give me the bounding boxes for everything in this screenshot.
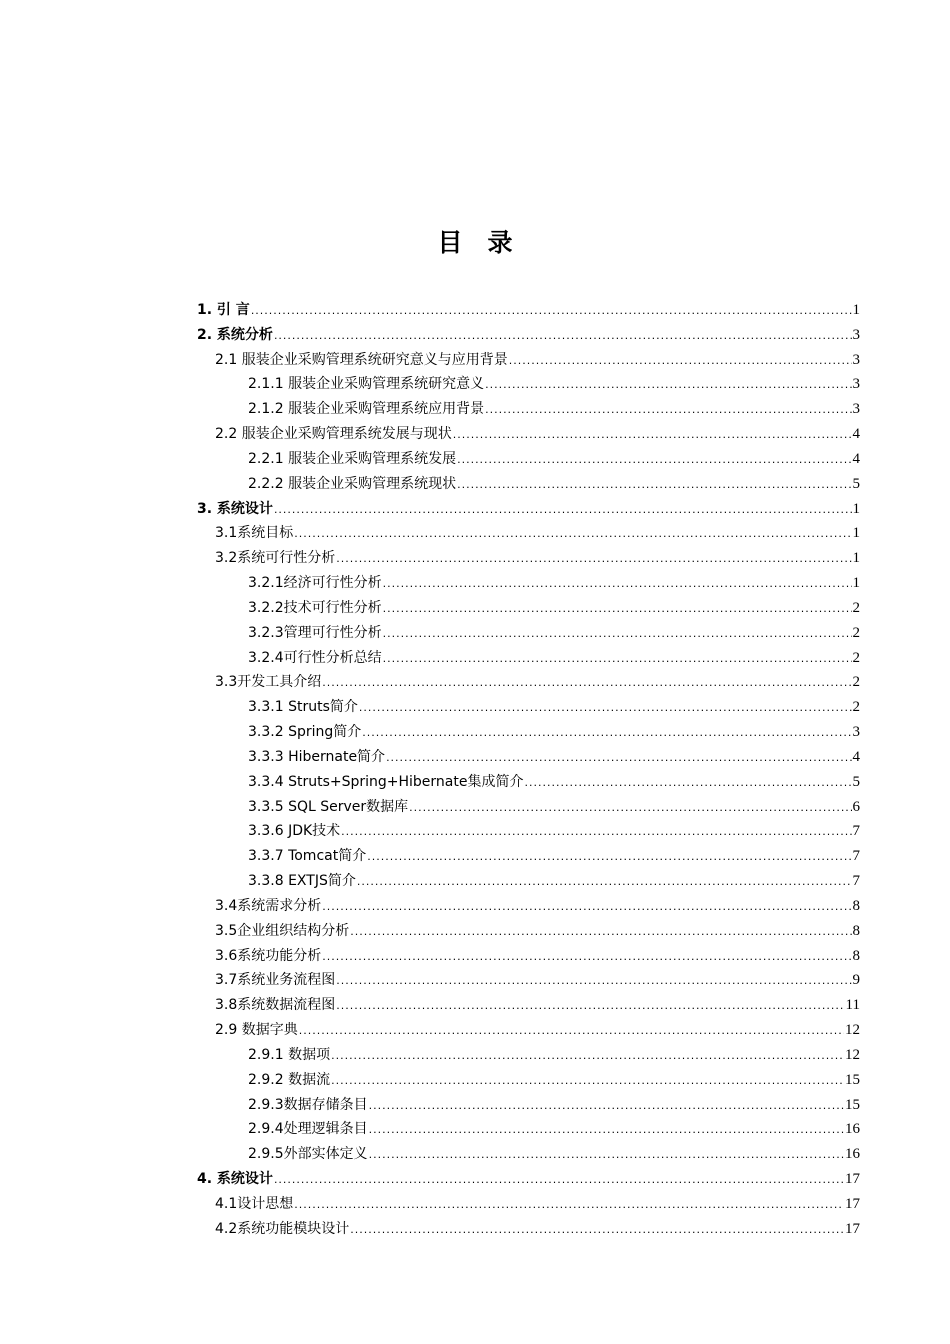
toc-entry-label: 3.8系统数据流程图 [215, 997, 336, 1014]
toc-entry-label: 4. 系统设计 [197, 1170, 273, 1187]
toc-entry-label: 2.2.2 服装企业采购管理系统现状 [248, 475, 457, 492]
toc-entry[interactable] [197, 919, 860, 944]
toc-entry-label: 2.1.1 服装企业采购管理系统研究意义 [248, 376, 485, 393]
toc-entry[interactable] [197, 596, 860, 621]
toc-entry[interactable] [197, 646, 860, 671]
toc-entry-page: 15 [845, 1096, 860, 1113]
toc-entry-label: 3.3.6 JDK技术 [248, 823, 341, 840]
toc-entry-label: 3.3.4 Struts+Spring+Hibernate集成简介 [248, 773, 524, 790]
toc-entry[interactable] [197, 770, 860, 795]
toc-entry-label: 2.1.2 服装企业采购管理系统应用背景 [248, 401, 485, 418]
toc-entry-page: 9 [852, 972, 860, 989]
toc-entry-label: 3.1系统目标 [215, 525, 294, 542]
toc-entry-page: 4 [852, 748, 860, 765]
toc-entry[interactable] [197, 795, 860, 820]
toc-dot-leader [274, 324, 852, 349]
toc-entry-page: 8 [852, 947, 860, 964]
toc-entry-page: 2 [852, 624, 860, 641]
toc-dot-leader [386, 746, 851, 771]
toc-entry-page: 7 [852, 848, 860, 865]
toc-entry-page: 5 [852, 475, 860, 492]
toc-dot-leader [341, 820, 851, 845]
toc-entry[interactable] [197, 348, 860, 373]
toc-dot-leader [350, 1218, 844, 1243]
toc-dot-leader [336, 969, 851, 994]
toc-entry[interactable] [197, 1068, 860, 1093]
toc-entry-label: 3.2.2技术可行性分析 [248, 599, 382, 616]
toc-entry-label: 2.2 服装企业采购管理系统发展与现状 [215, 426, 452, 443]
toc-entry[interactable] [197, 521, 860, 546]
toc-entry-page: 3 [852, 401, 860, 418]
toc-entry[interactable] [197, 968, 860, 993]
toc-entry[interactable] [197, 298, 860, 323]
toc-dot-leader [336, 994, 844, 1019]
toc-entry-label: 3.2.1经济可行性分析 [248, 575, 382, 592]
toc-entry-label: 4.2系统功能模块设计 [215, 1220, 350, 1237]
toc-entry-page: 8 [852, 897, 860, 914]
toc-entry-label: 3.3.7 Tomcat简介 [248, 848, 367, 865]
toc-entry-page: 3 [852, 376, 860, 393]
toc-entry-page: 2 [852, 674, 860, 691]
toc-entry-page: 1 [852, 550, 860, 567]
toc-dot-leader [294, 1193, 844, 1218]
toc-dot-leader [383, 597, 852, 622]
toc-dot-leader [322, 945, 851, 970]
toc-entry[interactable] [197, 546, 860, 571]
toc-entry-label: 3.2.3管理可行性分析 [248, 624, 382, 641]
toc-dot-leader [331, 1069, 844, 1094]
toc-dot-leader [457, 448, 851, 473]
toc-entry-label: 3.5企业组织结构分析 [215, 922, 350, 939]
toc-entry-label: 2.9.3数据存储条目 [248, 1096, 368, 1113]
toc-entry[interactable] [197, 894, 860, 919]
toc-dot-leader [383, 622, 852, 647]
toc-entry-page: 6 [852, 798, 860, 815]
toc-dot-leader [322, 895, 851, 920]
toc-entry[interactable] [197, 447, 860, 472]
toc-entry[interactable] [197, 695, 860, 720]
toc-dot-leader [457, 473, 851, 498]
toc-entry-label: 3.3.5 SQL Server数据库 [248, 798, 409, 815]
toc-dot-leader [331, 1044, 844, 1069]
toc-entry-page: 4 [852, 450, 860, 467]
toc-entry-label: 3.3.3 Hibernate简介 [248, 748, 386, 765]
toc-entry[interactable] [197, 869, 860, 894]
toc-entry[interactable] [197, 397, 860, 422]
toc-entry[interactable] [197, 819, 860, 844]
toc-entry-page: 12 [845, 1046, 860, 1063]
toc-entry-label: 3.4系统需求分析 [215, 897, 322, 914]
toc-dot-leader [369, 1118, 844, 1143]
toc-entry-page: 3 [852, 326, 860, 343]
toc-entry-label: 2.9.2 数据流 [248, 1071, 331, 1088]
toc-entry[interactable] [197, 844, 860, 869]
toc-entry-label: 3.3.2 Spring简介 [248, 724, 362, 741]
toc-dot-leader [524, 771, 851, 796]
toc-entry[interactable] [197, 944, 860, 969]
toc-entry[interactable] [197, 1018, 860, 1043]
toc-dot-leader [383, 572, 852, 597]
toc-dot-leader [350, 920, 851, 945]
toc-entry-label: 2.2.1 服装企业采购管理系统发展 [248, 450, 457, 467]
toc-entry-page: 17 [845, 1170, 860, 1187]
toc-entry[interactable] [197, 745, 860, 770]
toc-dot-leader [453, 423, 852, 448]
toc-dot-leader [485, 373, 851, 398]
toc-entry-label: 2.9 数据字典 [215, 1022, 298, 1039]
toc-entry[interactable] [197, 621, 860, 646]
toc-entry-label: 2.9.1 数据项 [248, 1046, 331, 1063]
toc-entry-label: 3.6系统功能分析 [215, 947, 322, 964]
toc-entry[interactable] [197, 1192, 860, 1217]
toc-entry-page: 1 [852, 500, 860, 517]
toc-entry-page: 7 [852, 873, 860, 890]
toc-dot-leader [367, 845, 851, 870]
toc-entry-label: 2.9.5外部实体定义 [248, 1146, 368, 1163]
toc-entry-page: 1 [852, 302, 860, 318]
toc-entry-page: 11 [845, 997, 860, 1014]
toc-entry-label: 3.2.4可行性分析总结 [248, 649, 382, 666]
toc-entry-page: 3 [852, 724, 860, 741]
toc-entry-page: 8 [852, 922, 860, 939]
toc-dot-leader [357, 870, 852, 895]
toc-entry[interactable] [197, 1093, 860, 1118]
toc-dot-leader [274, 498, 852, 523]
toc-entry-page: 2 [852, 699, 860, 716]
toc-entry-label: 1. 引 言 [197, 302, 250, 318]
toc-entry[interactable] [197, 1167, 860, 1192]
toc-entry[interactable] [197, 472, 860, 497]
toc-list [197, 298, 860, 1241]
toc-entry[interactable] [197, 670, 860, 695]
toc-entry[interactable] [197, 323, 860, 348]
toc-dot-leader [299, 1019, 844, 1044]
toc-entry[interactable] [197, 571, 860, 596]
toc-dot-leader [509, 349, 852, 374]
toc-entry-page: 7 [852, 823, 860, 840]
toc-entry[interactable] [197, 1043, 860, 1068]
toc-entry-label: 3.7系统业务流程图 [215, 972, 336, 989]
toc-entry-page: 2 [852, 649, 860, 666]
toc-dot-leader [251, 299, 852, 324]
toc-entry[interactable] [197, 1117, 860, 1142]
toc-entry-label: 3.3.8 EXTJS简介 [248, 873, 356, 890]
toc-entry[interactable] [197, 720, 860, 745]
toc-dot-leader [322, 671, 851, 696]
toc-entry-page: 17 [845, 1220, 860, 1237]
toc-entry-page: 1 [852, 575, 860, 592]
toc-entry-label: 2.9.4处理逻辑条目 [248, 1121, 368, 1138]
toc-dot-leader [369, 1094, 844, 1119]
toc-entry-label: 3.3开发工具介绍 [215, 674, 322, 691]
toc-entry-label: 3. 系统设计 [197, 500, 273, 517]
toc-entry-page: 4 [852, 426, 860, 443]
toc-dot-leader [274, 1168, 844, 1193]
toc-title: 目 录 [437, 227, 513, 257]
toc-dot-leader [485, 398, 851, 423]
toc-dot-leader [409, 796, 851, 821]
toc-entry-page: 17 [845, 1195, 860, 1212]
toc-entry-label: 3.3.1 Struts简介 [248, 699, 358, 716]
toc-dot-leader [383, 647, 852, 672]
toc-entry-page: 3 [852, 351, 860, 368]
toc-entry-page: 15 [845, 1071, 860, 1088]
toc-dot-leader [362, 721, 851, 746]
toc-entry[interactable] [197, 422, 860, 447]
toc-entry[interactable] [197, 372, 860, 397]
toc-dot-leader [359, 696, 852, 721]
toc-entry[interactable] [197, 1142, 860, 1167]
toc-dot-leader [369, 1143, 844, 1168]
toc-entry-label: 2.1 服装企业采购管理系统研究意义与应用背景 [215, 351, 508, 368]
toc-entry-page: 16 [845, 1121, 860, 1138]
toc-entry-label: 4.1设计思想 [215, 1195, 294, 1212]
toc-entry-page: 16 [845, 1146, 860, 1163]
toc-entry-label: 2. 系统分析 [197, 326, 273, 343]
toc-entry[interactable] [197, 993, 860, 1018]
toc-dot-leader [336, 547, 851, 572]
toc-entry-page: 5 [852, 773, 860, 790]
toc-entry-page: 1 [852, 525, 860, 542]
toc-entry[interactable] [197, 497, 860, 522]
toc-entry-label: 3.2系统可行性分析 [215, 550, 336, 567]
toc-entry-page: 2 [852, 599, 860, 616]
toc-entry[interactable] [197, 1217, 860, 1242]
toc-dot-leader [294, 522, 851, 547]
toc-entry-page: 12 [845, 1022, 860, 1039]
